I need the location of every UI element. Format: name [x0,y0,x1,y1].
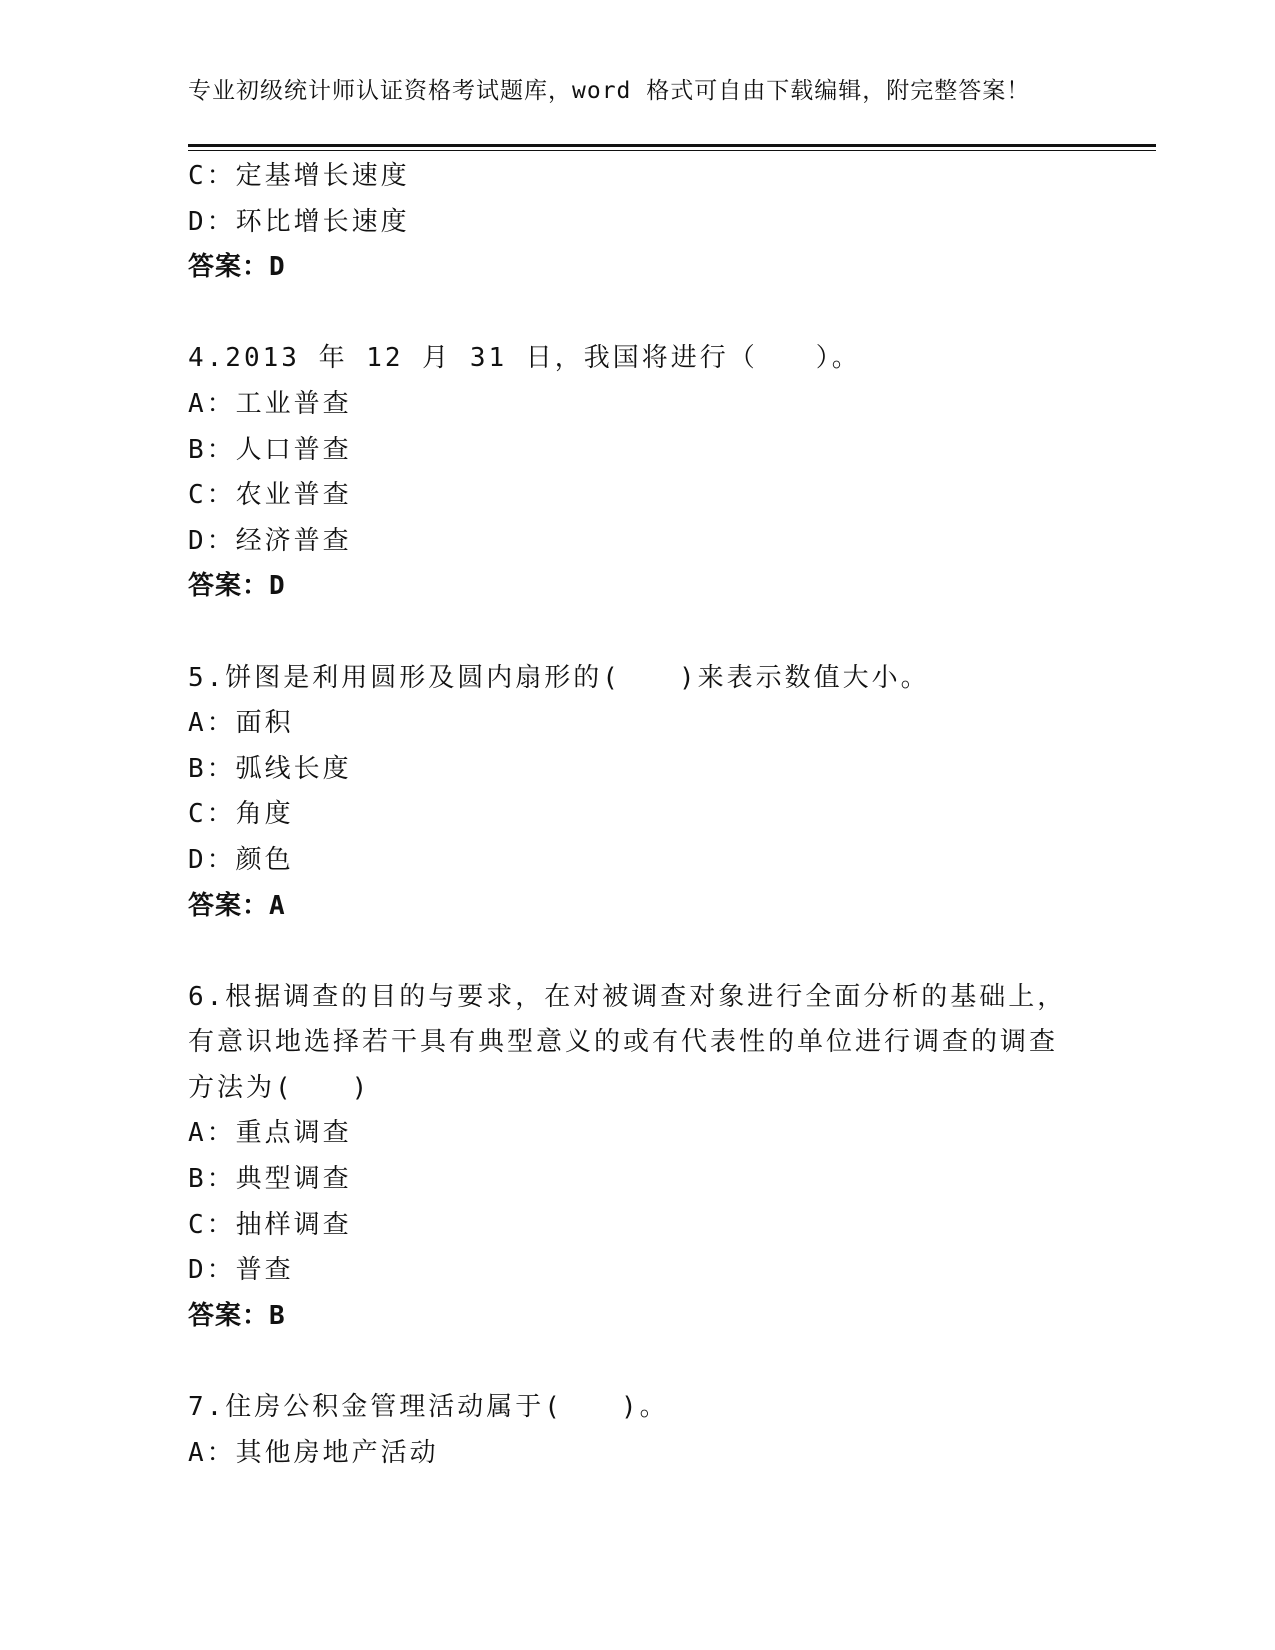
question-text-line-2: 有意识地选择若干具有典型意义的或有代表性的单位进行调查的调查 [188,1027,1059,1058]
question-4 [188,336,1088,610]
option-d: D：普查 [188,1255,294,1286]
spacer [188,1339,1088,1385]
option-b: B：典型调查 [188,1164,352,1195]
document-body [188,154,1088,1476]
page-header: 专业初级统计师认证资格考试题库，word 格式可自由下载编辑，附完整答案！ [188,78,1031,104]
option-c: C：农业普查 [188,480,352,511]
answer: 答案：D [188,252,286,283]
question-3 [188,154,1088,291]
question-7 [188,1385,1088,1476]
question-6 [188,975,1088,1340]
option-a: A：面积 [188,708,294,739]
header-divider-thin [188,150,1156,151]
option-d: D：颜色 [188,844,294,875]
spacer [188,929,1088,975]
answer: 答案：B [188,1300,286,1331]
option-a: A：重点调查 [188,1118,352,1149]
option-b: B：人口普查 [188,434,352,465]
option-d: D：经济普查 [188,525,352,556]
option-b: B：弧线长度 [188,753,352,784]
question-text-line-3: 方法为( ) [188,1072,371,1103]
question-text-line-1: 6.根据调查的目的与要求，在对被调查对象进行全面分析的基础上， [188,981,1067,1012]
option-a: A：工业普查 [188,388,352,419]
option-c: C：角度 [188,799,294,830]
answer: 答案：A [188,890,286,921]
question-text: 7.住房公积金管理活动属于( )。 [188,1392,669,1423]
question-5 [188,656,1088,930]
question-text: 5.饼图是利用圆形及圆内扇形的( )来表示数值大小。 [188,662,930,693]
option-a: A：其他房地产活动 [188,1437,439,1468]
spacer [188,291,1088,337]
answer: 答案：D [188,571,286,602]
question-text: 4.2013 年 12 月 31 日，我国将进行（ ）。 [188,343,861,374]
option-d: D：环比增长速度 [188,206,410,237]
header-divider-thick [188,144,1156,147]
spacer [188,610,1088,656]
option-c: C：定基增长速度 [188,161,410,191]
option-c: C：抽样调查 [188,1209,352,1240]
